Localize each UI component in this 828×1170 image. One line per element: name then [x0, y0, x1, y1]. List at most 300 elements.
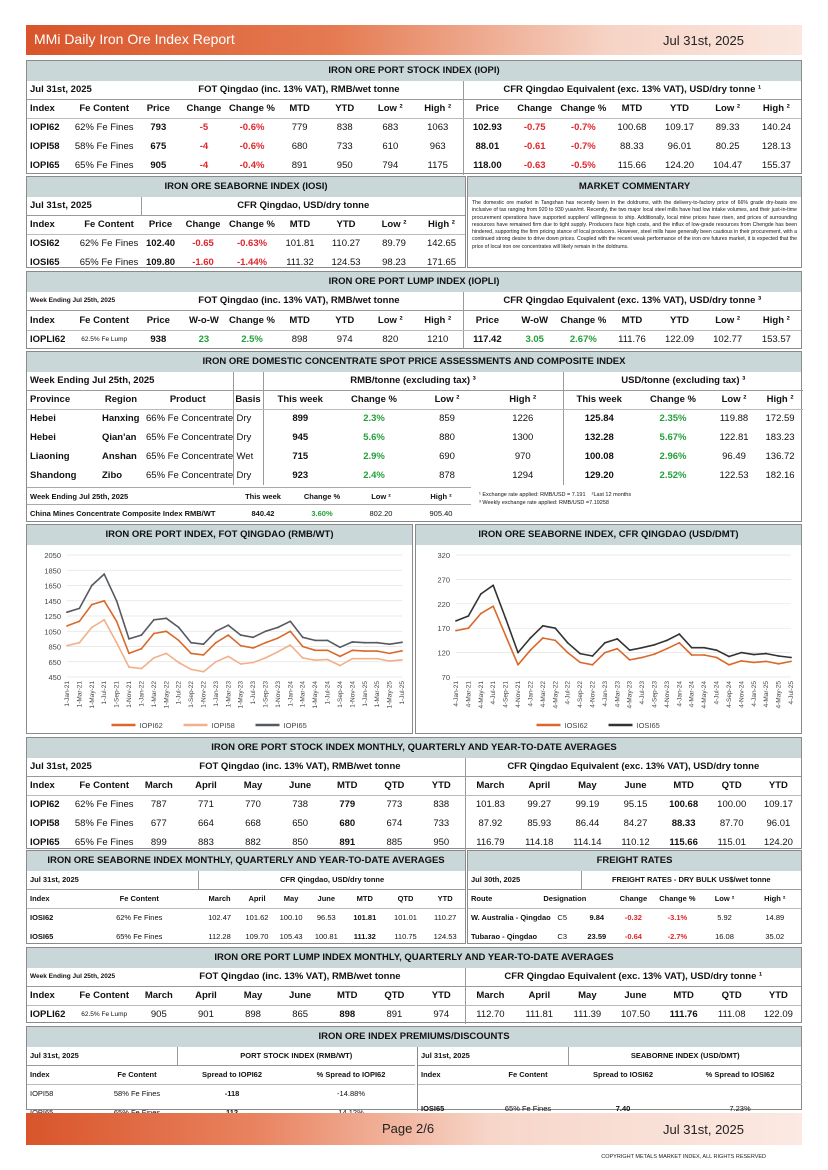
data-point: [103, 600, 105, 602]
table-cell: 66% Fe Concentrate: [146, 413, 234, 425]
data-point: [592, 655, 594, 657]
column-header: Low ²: [370, 215, 418, 234]
iopli-title: IRON ORE PORT LUMP INDEX (IOPLI): [27, 272, 801, 292]
column-header: Index: [27, 776, 73, 795]
table-cell: 110.12: [621, 837, 650, 848]
composite-change: 3.60%: [311, 508, 333, 518]
table-cell: 119.88: [719, 413, 749, 425]
column-header: Low ²: [368, 99, 413, 118]
domestic-rmb-title: RMB/tonne (excluding tax) ³: [263, 372, 563, 390]
composite-date: Week Ending Jul 25th, 2025: [30, 491, 129, 501]
table-cell: 153.57: [761, 334, 791, 346]
data-point: [753, 661, 755, 663]
iosi-avg-table: [27, 871, 465, 946]
table-cell: -1.44%: [236, 257, 268, 268]
data-point: [351, 649, 353, 651]
table-cell: C3: [557, 932, 568, 941]
data-point: [554, 640, 556, 642]
legend-label: IOSI62: [564, 721, 588, 730]
composite-col-3: High ²: [430, 491, 452, 501]
column-header: Index: [27, 889, 80, 908]
data-point: [753, 654, 755, 656]
column-header: Fe Content: [97, 1065, 177, 1084]
column-header: Region: [99, 390, 143, 409]
x-tick-label: 4-Mar-21: [465, 681, 473, 708]
legend-label: IOPI58: [211, 721, 235, 730]
x-tick-label: 4-May-21: [477, 681, 485, 709]
data-point: [178, 627, 180, 629]
composite-col-1: Change %: [303, 491, 341, 501]
table-cell: 110.27: [331, 238, 361, 250]
iosi-header-row: [27, 215, 465, 234]
y-tick-label: 850: [48, 642, 61, 652]
data-point: [728, 664, 730, 666]
column-header: MTD: [278, 99, 322, 118]
column-header: QTD: [371, 776, 418, 795]
data-point: [740, 660, 742, 662]
table-cell: 109.70: [245, 932, 269, 941]
table-cell: 62% Fe Fines: [74, 122, 134, 134]
page-number: Page 2/6: [382, 1121, 435, 1136]
x-tick-label: 1-Mar-21: [76, 681, 84, 708]
data-point: [389, 643, 391, 645]
y-tick-label: 1050: [44, 627, 61, 637]
table-cell: 116.79: [465, 833, 515, 852]
table-cell: 124.20: [763, 837, 793, 848]
data-point: [641, 647, 643, 649]
table-cell: 98.23: [382, 257, 406, 268]
data-point: [728, 656, 730, 658]
data-point: [455, 630, 457, 632]
data-point: [530, 637, 532, 639]
table-cell: 5.92: [717, 913, 732, 923]
data-point: [314, 640, 316, 642]
x-tick-label: 1-Nov-22: [200, 681, 208, 708]
table-cell: 865: [292, 1009, 309, 1021]
y-tick-label: 1250: [44, 612, 61, 621]
table-cell: 88.33: [671, 818, 696, 829]
table-cell: 114.14: [573, 837, 602, 848]
iopi-avg-fot-title: FOT Qingdao (inc. 13% VAT), RMB/wet tonne: [135, 758, 465, 776]
premiums-right-header-row: [418, 1065, 802, 1084]
table-cell: 664: [198, 818, 214, 829]
column-header: High ²: [749, 889, 801, 908]
table-cell: 16.08: [715, 932, 734, 941]
column-header: Fe Content: [73, 776, 135, 795]
data-point: [778, 663, 780, 665]
report-header: [26, 25, 802, 55]
data-point: [616, 648, 618, 650]
table-cell: 899: [150, 837, 167, 848]
iosi-avg-title: IRON ORE SEABORNE INDEX MONTHLY, QUARTERLY AND YEAR-TO-DATE AVERAGES: [27, 851, 465, 871]
table-cell: 891: [386, 1009, 403, 1021]
column-header: High ²: [483, 390, 563, 409]
data-point: [66, 625, 68, 627]
table-cell: IOSI65: [421, 1104, 445, 1113]
column-header: Index: [27, 986, 73, 1005]
data-point: [190, 652, 192, 654]
table-cell: -0.63: [523, 160, 546, 171]
column-header: March: [465, 986, 515, 1005]
table-cell: C5: [557, 913, 568, 923]
column-header: MTD: [344, 889, 386, 908]
x-tick-label: 1-Jan-25: [361, 681, 369, 707]
data-point: [654, 653, 656, 655]
data-point: [153, 657, 155, 659]
table-cell: 680: [339, 818, 356, 829]
commentary-text: The domestic ore market in Tangshan has recently been in the doldrums, with the delivery-to-factory price of 66% grade dry-basis ore inclusive of tax ranging from 920 to 930 yuan/mt. Recently, the two major local steel mills have had low intake volumes, and their just-in-time procurement operations have supported suppliers' willingness to ship. Additionally, local mine prices have risen, and prices of surrounding resources have remained firm due to tight supply. Producers face high costs, and the influx of low-grade resources from Chengde has been hindered, supporting the firm pricing stance of local producers. However, steel mills have generally been cautious in their procurement, with a continued strong desire to drive down prices. Coupled with the recent weak performance of the iron ore futures market, it is expected that the price of local iron ore concentrates will likely remain in the doldrums.: [472, 200, 797, 250]
table-cell: Hebei: [30, 413, 56, 425]
column-header: Low ²: [704, 310, 752, 330]
x-tick-label: 1-Mar-25: [374, 681, 382, 708]
table-cell: 111.76: [669, 1009, 698, 1021]
table-cell: 1210: [427, 334, 449, 346]
table-cell: 100.08: [563, 447, 635, 466]
freight-title: FREIGHT RATES: [468, 851, 801, 871]
iosi-table: [27, 197, 465, 272]
table-cell: -2.7%: [667, 932, 688, 941]
table-cell: 102.93: [463, 118, 511, 137]
table-cell: Wet: [233, 447, 263, 466]
y-tick-label: 320: [437, 551, 450, 560]
table-cell: 738: [292, 799, 309, 811]
x-tick-label: 1-Nov-23: [274, 681, 282, 708]
x-tick-label: 1-Jul-21: [101, 681, 109, 705]
table-cell: 87.92: [465, 814, 515, 833]
table-row: [27, 1005, 801, 1024]
table-cell: -0.5%: [570, 160, 596, 171]
column-header: June: [611, 776, 659, 795]
table-cell: -0.65: [192, 238, 214, 250]
footnotes: [479, 491, 631, 507]
iopi-cfr-title: CFR Qingdao Equivalent (exc. 13% VAT), USD/dry tonne ¹: [463, 81, 801, 99]
data-point: [567, 652, 569, 654]
table-cell: 89.33: [715, 122, 740, 134]
iosi-avg-date: Jul 31st, 2025: [27, 871, 199, 889]
chart-port-index-title: IRON ORE PORT INDEX, FOT QINGDAO (RMB/WT): [27, 525, 412, 545]
data-point: [128, 652, 130, 654]
table-cell: 2.35%: [659, 413, 687, 425]
column-header: Index: [27, 1065, 97, 1084]
composite-this-week: 840.42: [251, 508, 275, 518]
data-point: [579, 661, 581, 663]
table-cell: 5.6%: [363, 432, 385, 443]
data-point: [302, 657, 304, 659]
data-point: [203, 654, 205, 656]
table-cell: 65% Fe Fines: [79, 257, 139, 268]
iosi-avg-section: [26, 850, 466, 944]
report-title: MMi Daily Iron Ore Index Report: [34, 31, 235, 47]
column-header: April: [240, 889, 273, 908]
footnote-2: ²Last 12 months: [591, 492, 632, 498]
data-point: [227, 656, 229, 658]
y-tick-label: 2050: [44, 551, 61, 560]
x-tick-label: 1-Mar-24: [299, 681, 307, 708]
table-cell: 95.15: [623, 799, 648, 811]
table-cell: 101.83: [465, 795, 515, 814]
iopli-section: [26, 271, 802, 349]
composite-low: 802.20: [369, 508, 393, 518]
table-cell: 771: [198, 799, 214, 811]
table-cell: 1294: [512, 470, 534, 481]
column-header: W-oW: [511, 310, 558, 330]
x-tick-label: 4-Mar-25: [763, 681, 771, 708]
table-cell: 62% Fe Fines: [79, 238, 139, 250]
column-header: March: [465, 776, 515, 795]
composite-col-0: This week: [245, 491, 281, 501]
domestic-header-row: [27, 390, 803, 409]
column-header: YTD: [418, 986, 465, 1005]
table-row: [27, 118, 801, 137]
column-header: YTD: [756, 986, 801, 1005]
data-point: [327, 659, 329, 661]
x-tick-label: 4-May-25: [775, 681, 783, 709]
data-point: [376, 650, 378, 652]
data-point: [480, 593, 482, 595]
legend-label: IOPI62: [139, 721, 163, 730]
table-cell: -14.88%: [337, 1089, 365, 1099]
iopi-date: Jul 31st, 2025: [27, 81, 135, 99]
data-point: [277, 637, 279, 639]
column-header: June: [277, 776, 324, 795]
table-cell: 891: [339, 837, 356, 848]
commentary-section: [467, 176, 802, 268]
column-header: May: [229, 986, 276, 1005]
table-cell: 820: [382, 334, 399, 346]
data-point: [302, 636, 304, 638]
column-header: Change %: [558, 310, 608, 330]
table-cell: 100.10: [279, 913, 303, 923]
iopli-avg-date: Week Ending Jul 25th, 2025: [27, 968, 135, 986]
x-tick-label: 4-Nov-24: [738, 681, 746, 708]
data-point: [740, 652, 742, 654]
column-header: June: [309, 889, 344, 908]
table-cell: W. Australia - Qingdao: [471, 913, 551, 923]
x-tick-label: 4-May-22: [552, 681, 560, 709]
table-cell: 128.13: [761, 141, 791, 152]
data-point: [716, 649, 718, 651]
x-tick-label: 4-Mar-23: [614, 681, 622, 708]
data-point: [654, 644, 656, 646]
data-point: [604, 642, 606, 644]
table-cell: Liaoning: [30, 451, 70, 462]
footer-date: Jul 31st, 2025: [663, 1122, 744, 1137]
premiums-left-table: [27, 1047, 415, 1122]
column-header: Index: [27, 310, 73, 330]
data-point: [364, 650, 366, 652]
premiums-left-header-row: [27, 1065, 415, 1084]
table-cell: 129.20: [563, 466, 635, 485]
table-cell: 905: [150, 1009, 167, 1021]
table-cell: 859: [439, 413, 455, 425]
column-header: May: [563, 986, 611, 1005]
x-tick-label: 1-Jan-24: [287, 681, 295, 707]
data-point: [327, 640, 329, 642]
table-cell: -118: [224, 1089, 240, 1099]
data-point: [314, 659, 316, 661]
y-tick-label: 1450: [44, 596, 61, 606]
table-cell: 9.84: [589, 913, 605, 923]
x-tick-label: 1-May-24: [312, 681, 320, 709]
y-tick-label: 270: [437, 575, 450, 585]
table-cell: Anshan: [102, 451, 137, 462]
chart-seaborne-index-svg: [416, 545, 801, 733]
table-cell: 65% Fe Fines: [504, 1104, 552, 1113]
x-tick-label: 4-Jan-23: [601, 681, 609, 707]
table-cell: 7.23%: [729, 1104, 751, 1113]
x-tick-label: 4-Nov-23: [663, 681, 671, 708]
column-header: This week: [563, 390, 635, 409]
iopli-cfr-title: CFR Qingdao Equivalent (exc. 13% VAT), USD/dry tonne ³: [463, 292, 801, 310]
freight-table: [468, 871, 801, 946]
table-cell: 974: [336, 334, 353, 346]
table-cell: 2.5%: [241, 334, 263, 346]
data-point: [128, 666, 130, 668]
domestic-table: [27, 372, 803, 485]
data-point: [289, 630, 291, 632]
premiums-right-date: Jul 31st, 2025: [418, 1047, 568, 1065]
data-point: [505, 635, 507, 637]
table-cell: 923: [263, 466, 337, 485]
table-cell: 1226: [512, 413, 534, 425]
table-cell: 683: [382, 122, 399, 134]
column-header: MTD: [324, 986, 371, 1005]
column-header: High ²: [752, 99, 801, 118]
report-footer: [26, 1113, 802, 1145]
x-tick-label: 1-Jul-22: [175, 681, 183, 705]
table-cell: 99.19: [575, 799, 600, 811]
table-cell: 86.44: [575, 818, 600, 829]
table-cell: 610: [382, 141, 399, 152]
table-cell: -0.75: [523, 122, 546, 134]
data-point: [468, 615, 470, 617]
table-cell: -0.61: [523, 141, 546, 152]
table-cell: 115.66: [669, 837, 698, 848]
iosi-title: IRON ORE SEABORNE INDEX (IOSI): [27, 177, 465, 197]
data-point: [629, 659, 631, 661]
table-cell: IOPLI62: [30, 1009, 66, 1021]
table-cell: 970: [514, 451, 531, 462]
data-point: [468, 627, 470, 629]
iopli-avg-section: [26, 947, 802, 1023]
data-point: [592, 664, 594, 666]
series-line-iopi65: [67, 574, 402, 647]
series-line-iosi65: [456, 585, 791, 657]
data-point: [66, 645, 68, 647]
x-tick-label: 1-May-22: [163, 681, 171, 709]
table-cell: 715: [263, 447, 337, 466]
iopi-section: [26, 60, 802, 174]
iopi-avg-table: [27, 758, 801, 852]
table-cell: 182.16: [765, 470, 795, 481]
table-cell: Dry: [233, 466, 263, 485]
data-point: [389, 652, 391, 654]
table-cell: 898: [291, 334, 308, 346]
data-point: [678, 642, 680, 644]
data-point: [240, 645, 242, 647]
column-header: High ²: [752, 310, 801, 330]
table-cell: 898: [339, 1009, 356, 1021]
table-cell: 23: [198, 334, 210, 346]
column-header: April: [182, 986, 229, 1005]
data-point: [641, 657, 643, 659]
data-point: [227, 634, 229, 636]
table-cell: 102.77: [713, 334, 743, 346]
x-tick-label: 4-Sep-24: [725, 681, 733, 708]
data-point: [141, 648, 143, 650]
column-header: High ²: [757, 390, 803, 409]
column-header: Change %: [226, 215, 278, 234]
table-cell: 111.81: [525, 1009, 554, 1021]
iopli-avg-header-row: [27, 986, 801, 1005]
table-row: [27, 927, 465, 946]
data-point: [215, 642, 217, 644]
iopi-avg-title: IRON ORE PORT STOCK INDEX MONTHLY, QUARTERLY AND YEAR-TO-DATE AVERAGES: [27, 738, 801, 758]
x-tick-label: 1-Nov-24: [349, 681, 357, 708]
iopi-avg-cfr-title: CFR Qingdao Equivalent (exc. 13% VAT), USD/dry tonne: [465, 758, 801, 776]
table-cell: 58% Fe Fines: [74, 141, 134, 152]
iosi-avg-header-row: [27, 889, 465, 908]
x-tick-label: 4-Jul-23: [639, 681, 647, 705]
domestic-section: [26, 351, 802, 522]
data-point: [517, 652, 519, 654]
table-cell: 1063: [427, 122, 449, 134]
data-point: [666, 640, 668, 642]
column-header: April: [515, 986, 563, 1005]
series-line-iopi58: [67, 620, 402, 672]
table-cell: 850: [292, 837, 309, 848]
column-header: Change %: [558, 99, 608, 118]
table-cell: 838: [433, 799, 450, 811]
chart-port-index-svg: [27, 545, 412, 733]
x-tick-label: 1-Nov-21: [126, 681, 134, 708]
table-cell: 100.68: [617, 122, 647, 134]
table-cell: 96.49: [722, 451, 746, 462]
table-cell: -0.64: [624, 932, 642, 941]
composite-table: [27, 487, 471, 522]
y-tick-label: 1650: [44, 581, 61, 591]
data-point: [165, 630, 167, 632]
x-tick-label: 1-Sep-23: [262, 681, 270, 708]
table-cell: 132.28: [563, 428, 635, 447]
y-tick-label: 120: [437, 648, 450, 658]
table-cell: 1300: [512, 432, 534, 443]
table-cell: 118.00: [463, 156, 511, 175]
column-header: YTD: [322, 215, 370, 234]
chart-seaborne-index: [415, 524, 802, 734]
x-tick-label: 1-Jul-23: [250, 681, 258, 705]
table-cell: 794: [382, 160, 399, 171]
data-point: [103, 573, 105, 575]
column-header: YTD: [322, 310, 368, 330]
column-header: YTD: [656, 99, 704, 118]
iopli-table: [27, 292, 801, 349]
legend-label: IOSI65: [636, 721, 660, 730]
x-tick-label: 1-Mar-23: [225, 681, 233, 708]
data-point: [327, 649, 329, 651]
column-header: May: [229, 776, 276, 795]
table-cell: IOSI65: [30, 257, 60, 268]
data-point: [691, 654, 693, 656]
table-cell: 62.5% Fe Lump: [81, 1011, 128, 1019]
table-cell: -0.4%: [239, 160, 265, 171]
column-header: Fe Content: [73, 986, 135, 1005]
table-cell: IOPI58: [30, 818, 60, 829]
y-tick-label: 220: [437, 599, 450, 609]
table-cell: 85.93: [527, 818, 552, 829]
iopi-avg-header-row: [27, 776, 801, 795]
table-cell: 950: [336, 160, 353, 171]
